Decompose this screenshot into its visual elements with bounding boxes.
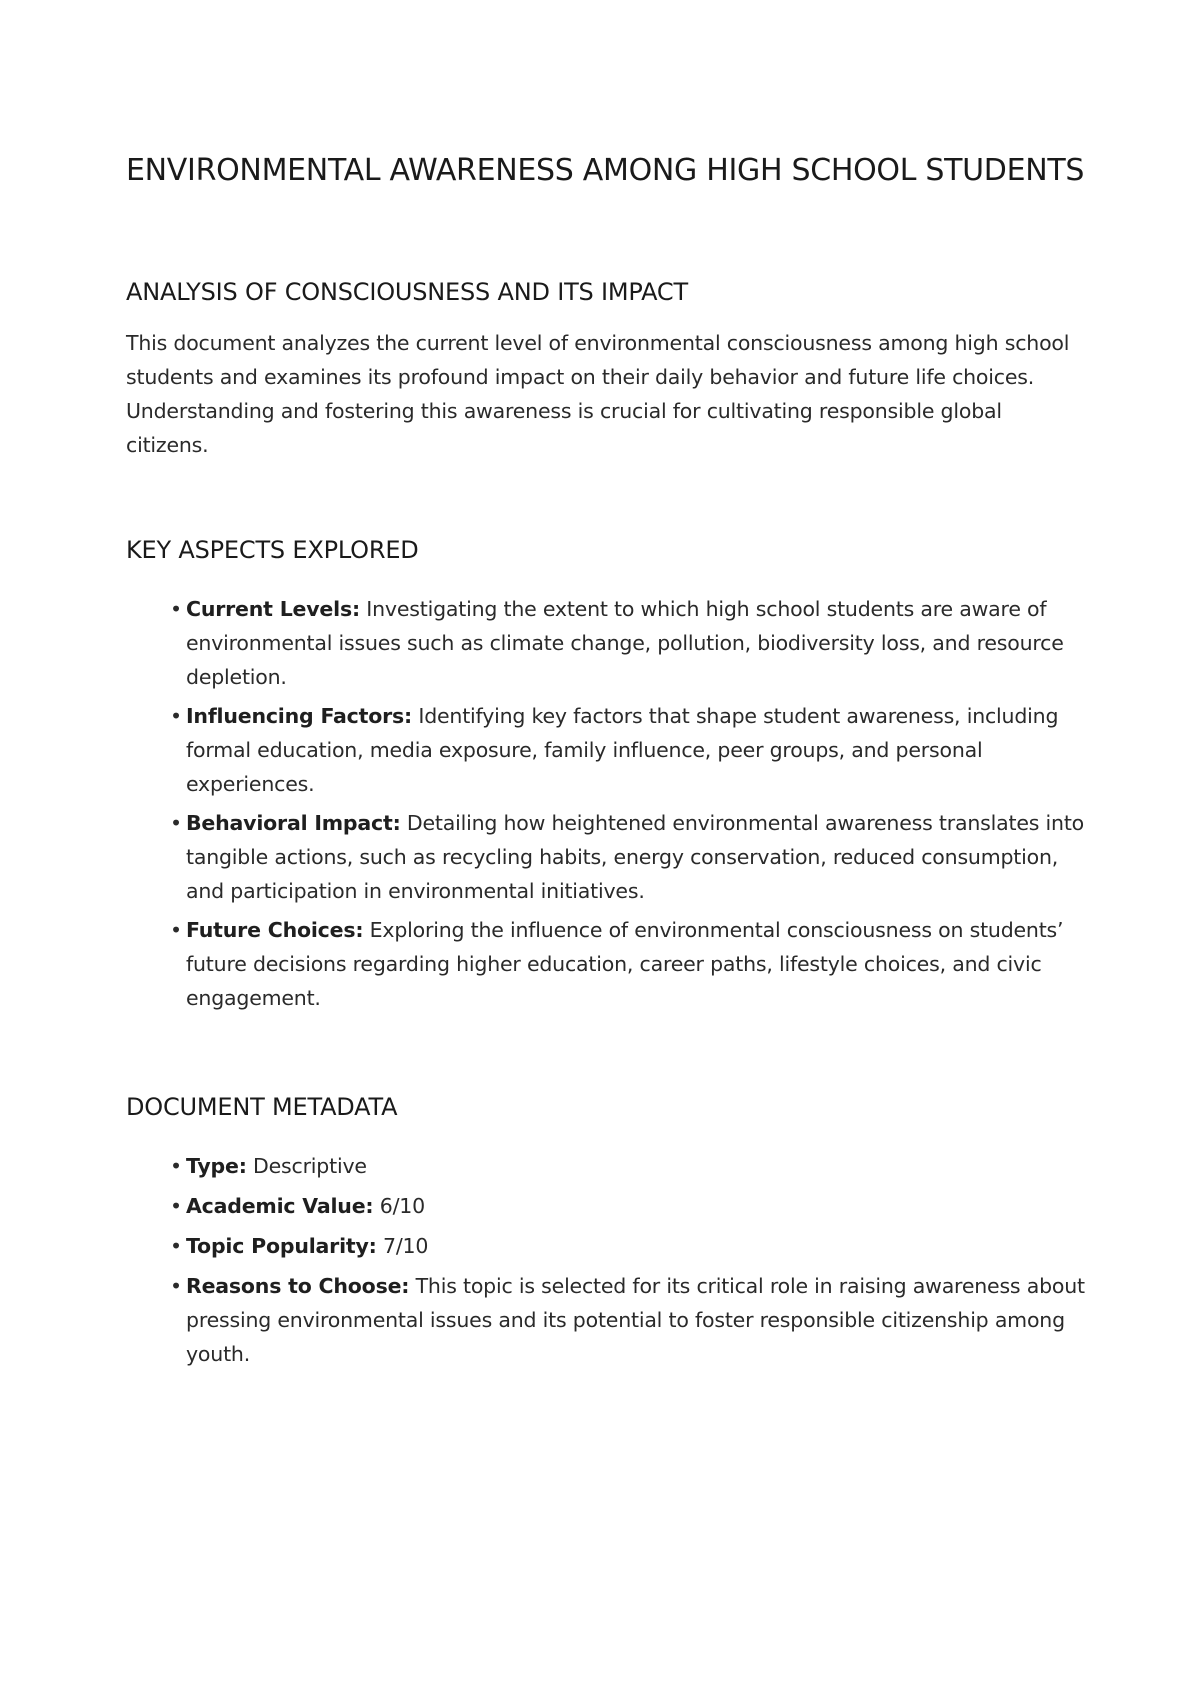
metadata-label: Type: (186, 1154, 247, 1178)
metadata-item-topic-popularity (170, 1229, 1086, 1263)
list-item-label: Future Choices: (186, 918, 364, 942)
metadata-item-type (170, 1149, 1086, 1183)
list-item-label: Influencing Factors: (186, 704, 413, 728)
metadata-label: Reasons to Choose: (186, 1274, 410, 1298)
list-item-influencing-factors (170, 699, 1086, 801)
metadata-item-reasons (170, 1269, 1086, 1371)
metadata-label: Topic Popularity: (186, 1234, 377, 1258)
key-aspects-list (126, 592, 1086, 1015)
list-item-behavioral-impact (170, 806, 1086, 908)
list-item-text: Detailing how heightened environmental awareness translates into tangible actions, such as recycling habits, energy conservation, reduced consumption, and participation in environmental initiatives. (186, 811, 1084, 903)
document-title: ENVIRONMENTAL AWARENESS AMONG HIGH SCHOOL STUDENTS (126, 153, 1085, 188)
metadata-label: Academic Value: (186, 1194, 374, 1218)
list-item-text: Identifying key factors that shape student awareness, including formal education, media exposure, family influence, peer groups, and personal experiences. (186, 704, 1059, 796)
metadata-value: This topic is selected for its critical role in raising awareness about pressing environmental issues and its potential to foster responsible citizenship among youth. (186, 1274, 1085, 1366)
metadata-list (126, 1149, 1086, 1371)
list-item-text: Investigating the extent to which high school students are aware of environmental issues such as climate change, pollution, biodiversity loss, and resource depletion. (186, 597, 1064, 689)
list-item-text: Exploring the influence of environmental consciousness on students’ future decisions regarding higher education, career paths, lifestyle choices, and civic engagement. (186, 918, 1064, 1010)
section-heading-key-aspects: KEY ASPECTS EXPLORED (126, 536, 419, 564)
list-item-future-choices (170, 913, 1086, 1015)
section-heading-metadata: DOCUMENT METADATA (126, 1093, 398, 1121)
list-item-label: Behavioral Impact: (186, 811, 401, 835)
metadata-value: 7/10 (376, 1234, 429, 1258)
metadata-value: Descriptive (246, 1154, 367, 1178)
metadata-value: 6/10 (373, 1194, 425, 1218)
metadata-item-academic-value (170, 1189, 1086, 1223)
document-page (126, 148, 1086, 1377)
analysis-paragraph: This document analyzes the current level of environmental consciousness among high school students and examines its profound impact on their daily behavior and future life choices. Understanding and fostering this awareness is crucial for cultivating responsible global citizens. (126, 331, 1070, 457)
section-heading-analysis: ANALYSIS OF CONSCIOUSNESS AND ITS IMPACT (126, 278, 688, 306)
list-item-label: Current Levels: (186, 597, 360, 621)
list-item-current-levels (170, 592, 1086, 694)
